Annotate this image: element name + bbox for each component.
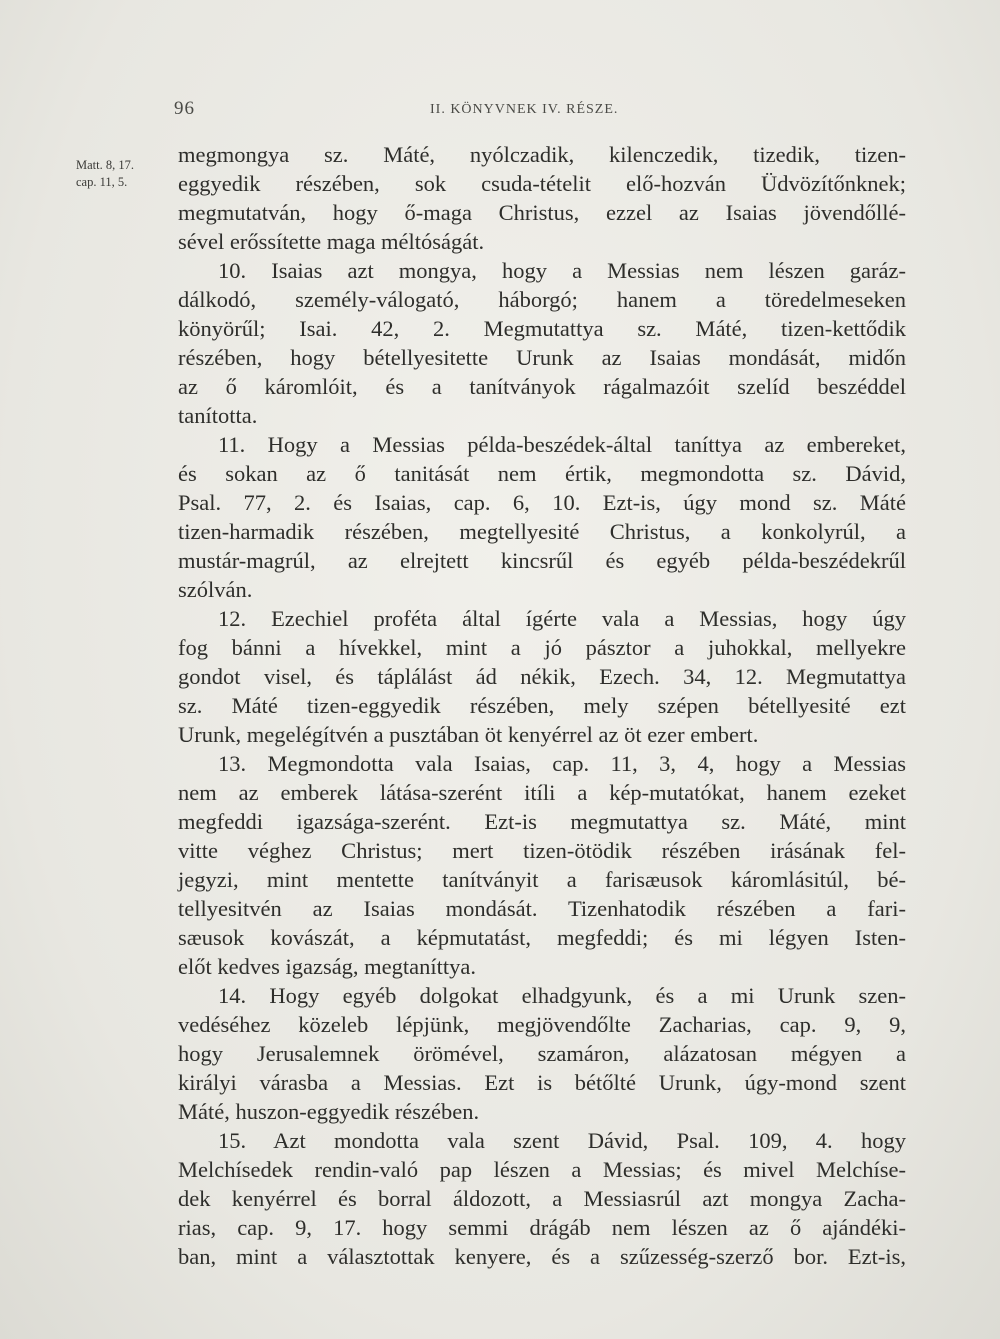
running-head: II. KÖNYVNEK IV. RÉSZE. (430, 102, 619, 117)
text-line: dálkodó, személy-válogató, háborgó; hanem a töredelmeseken (178, 287, 906, 312)
text-line: részében, hogy bétellyesitette Urunk az Isaias mondását, midőn (178, 345, 906, 370)
text-line: könyörűl; Isai. 42, 2. Megmutattya sz. Máté, tizen-kettődik (178, 316, 906, 341)
text-line: megmutatván, hogy ő-maga Christus, ezzel az Isaias jövendőllé- (178, 200, 906, 225)
text-line: vitte véghez Christus; mert tizen-ötödik részében irásának fel- (178, 838, 906, 863)
paragraph-10-start: 10. Isaias azt mongya, hogy a Messias nem lészen garáz- (218, 258, 906, 283)
text-line: vedéséhez közeleb lépjünk, megjövendőlte Zacharias, cap. 9, 9, (178, 1012, 906, 1037)
paragraph-14-start: 14. Hogy egyéb dolgokat elhadgyunk, és a mi Urunk szen- (218, 983, 906, 1008)
text-line: tanította. (178, 403, 258, 428)
text-line: nem az emberek látása-szerént itíli a kép-mutatókat, hanem ezeket (178, 780, 906, 805)
text-line: mustár-magrúl, az elrejtett kincsrűl és egyéb példa-beszédekrűl (178, 548, 906, 573)
page-number: 96 (174, 98, 195, 119)
text-line: előt kedves igazság, megtaníttya. (178, 954, 477, 979)
margin-reference (76, 157, 176, 191)
text-line: és sokan az ő tanitását nem értik, megmondotta sz. Dávid, (178, 461, 906, 486)
text-line: tellyesitvén az Isaias mondását. Tizenhatodik részében a fari- (178, 896, 906, 921)
text-line: gondot visel, és táplálást ád nékik, Ezech. 34, 12. Megmutattya (178, 664, 906, 689)
text-line: sæusok kovászát, a képmutatást, megfeddi; és mi légyen Isten- (178, 925, 906, 950)
text-line: sével erőssítette maga méltóságát. (178, 229, 485, 254)
text-line: Melchísedek rendin-való pap lészen a Messias; és mivel Melchíse- (178, 1157, 906, 1182)
paragraph-13-start: 13. Megmondotta vala Isaias, cap. 11, 3, 4, hogy a Messias (218, 751, 906, 776)
text-line: Psal. 77, 2. és Isaias, cap. 6, 10. Ezt-is, úgy mond sz. Máté (178, 490, 906, 515)
page-header (0, 98, 1000, 126)
text-line: Máté, huszon-eggyedik részében. (178, 1099, 480, 1124)
paragraph-11-start: 11. Hogy a Messias példa-beszédek-által taníttya az embereket, (218, 432, 906, 457)
text-line: ban, mint a választottak kenyere, és a szűzesség-szerző bor. Ezt-is, (178, 1244, 906, 1269)
margin-reference-line: Matt. 8, 17. (76, 158, 134, 172)
text-line: hogy Jerusalemnek örömével, szamáron, alázatosan mégyen a (178, 1041, 906, 1066)
text-line: jegyzi, mint mentette tanítványit a farisæusok káromlásitúl, bé- (178, 867, 906, 892)
text-line: megmongya sz. Máté, nyólczadik, kilenczedik, tizedik, tizen- (178, 142, 906, 167)
text-line: királyi várasba a Messias. Ezt is bétőlté Urunk, úgy-mond szent (178, 1070, 906, 1095)
paragraph-12-start: 12. Ezechiel proféta által ígérte vala a Messias, hogy úgy (218, 606, 906, 631)
text-line: dek kenyérrel és borral áldozott, a Messiasrúl azt mongya Zacha- (178, 1186, 906, 1211)
text-line: szólván. (178, 577, 253, 602)
text-line: az ő káromlóit, és a tanítványok rágalmazóit szelíd beszéddel (178, 374, 906, 399)
margin-reference-line: cap. 11, 5. (76, 175, 128, 189)
text-line: Urunk, megelégítvén a pusztában öt kenyérrel az öt ezer embert. (178, 722, 759, 747)
body-text (178, 140, 906, 1271)
paragraph-15-start: 15. Azt mondotta vala szent Dávid, Psal. 109, 4. hogy (218, 1128, 906, 1153)
text-line: fog bánni a hívekkel, mint a jó pásztor a juhokkal, mellyekre (178, 635, 906, 660)
text-line: sz. Máté tizen-eggyedik részében, mely szépen bétellyesité ezt (178, 693, 906, 718)
text-line: rias, cap. 9, 17. hogy semmi drágáb nem lészen az ő ajándéki- (178, 1215, 906, 1240)
text-line: megfeddi igazsága-szerént. Ezt-is megmutattya sz. Máté, mint (178, 809, 906, 834)
text-line: tizen-harmadik részében, megtellyesité Christus, a konkolyrúl, a (178, 519, 906, 544)
text-line: eggyedik részében, sok csuda-tételit elő-hozván Üdvözítőnknek; (178, 171, 906, 196)
